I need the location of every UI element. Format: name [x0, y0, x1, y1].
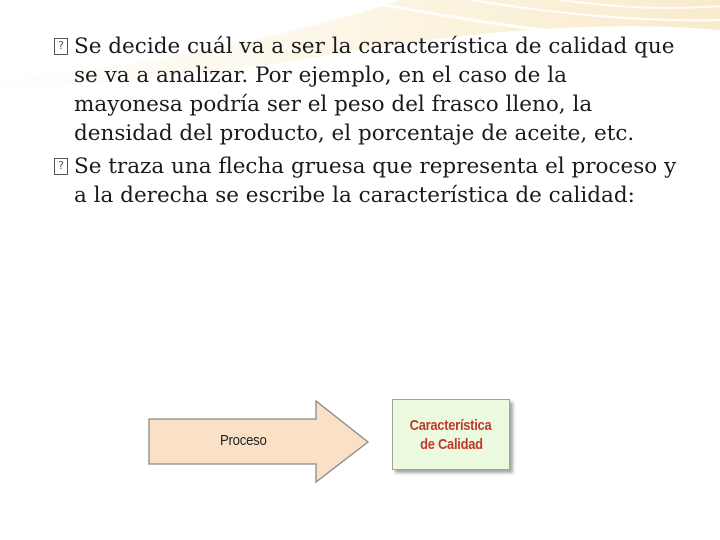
quality-label-line: de Calidad [419, 435, 483, 453]
bullet-line: densidad del producto, el porcentaje de aceite, etc. [74, 121, 635, 146]
bullet-list [54, 32, 694, 214]
bullet-line: mayonesa podría ser el peso del frasco lleno, la [74, 92, 593, 117]
bullet-line: Se decide cuál va a ser la característica de calidad que [74, 34, 675, 59]
process-diagram [146, 392, 514, 486]
bullet-box-icon: ? [54, 38, 68, 55]
quality-characteristic-box [392, 399, 510, 470]
bullet-line: a la derecha se escribe la característica de calidad: [74, 183, 635, 208]
quality-label-line: Característica [410, 416, 492, 434]
bullet-line: Se traza una flecha gruesa que representa el proceso y [74, 154, 677, 179]
bullet-box-icon: ? [54, 158, 68, 175]
bullet-item [54, 152, 694, 210]
bullet-line: se va a analizar. Por ejemplo, en el caso de la [74, 63, 567, 88]
bullet-item [54, 32, 694, 148]
process-label: Proceso [220, 432, 267, 449]
